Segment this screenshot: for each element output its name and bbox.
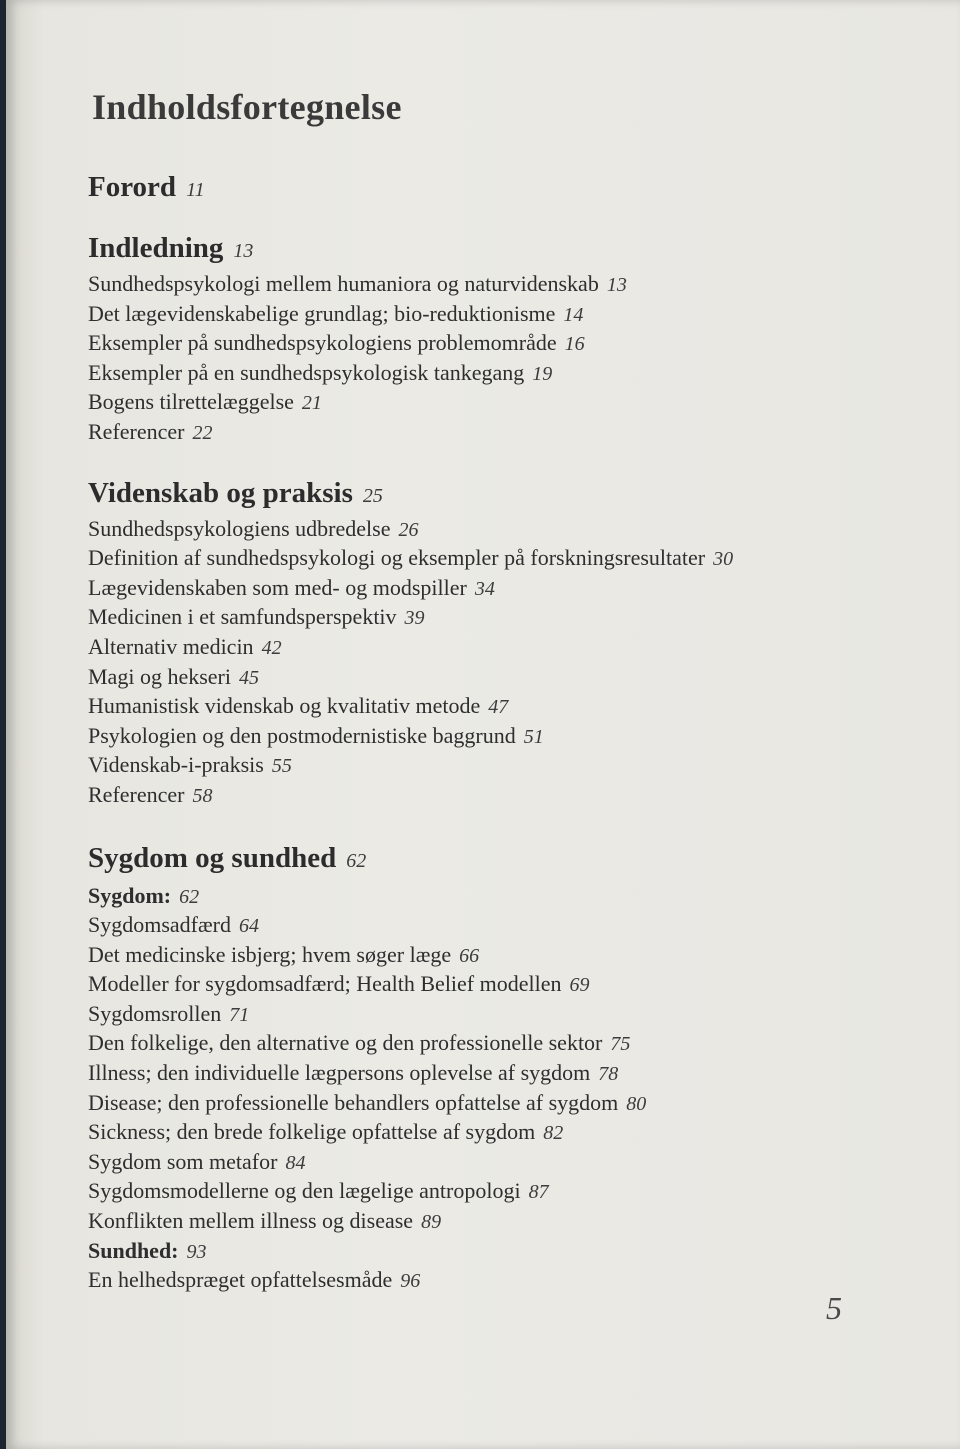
entry-page-number: 75 [610, 1033, 631, 1056]
toc-entry [88, 418, 908, 448]
toc-entry [88, 1000, 908, 1030]
section-heading [88, 229, 908, 270]
toc-entry [88, 781, 908, 811]
entry-title: En helhedspræget opfattelsesmåde [88, 1267, 393, 1293]
entry-page-number: 66 [459, 944, 480, 967]
entry-page-number: 96 [400, 1270, 421, 1293]
entry-page-number: 22 [192, 421, 213, 444]
entry-title: Disease; den professionelle behandlers opfattelse af sygdom [88, 1089, 619, 1115]
toc-entry [88, 1029, 908, 1059]
entry-title: Sygdomsrollen [88, 1000, 222, 1026]
entry-title: Videnskab-i-praksis [88, 752, 264, 778]
entry-title: Det lægevidenskabelige grundlag; bio-reduktionisme [88, 300, 556, 326]
entry-page-number: 30 [713, 548, 734, 571]
toc-entry [88, 1118, 908, 1148]
entry-title: Bogens tilrettelæggelse [88, 389, 294, 415]
entry-page-number: 82 [543, 1122, 564, 1145]
entry-title: Magi og hekseri [88, 663, 231, 689]
entry-page-number: 16 [564, 333, 585, 356]
book-page [6, 0, 960, 1449]
toc-entry [88, 911, 908, 941]
entry-title: Sickness; den brede folkelige opfattelse af sygdom [88, 1119, 536, 1145]
entry-title: Det medicinske isbjerg; hvem søger læge [88, 941, 452, 967]
toc-entry [88, 663, 908, 693]
toc-entry [88, 941, 908, 971]
entry-title: Humanistisk videnskab og kvalitativ metode [88, 693, 481, 719]
toc-entry [88, 544, 766, 574]
toc-entry [88, 388, 908, 418]
section-title: Forord [88, 171, 177, 203]
toc-entry [88, 970, 908, 1000]
entry-page-number: 87 [528, 1181, 549, 1204]
entry-page-number: 39 [404, 607, 425, 630]
entry-title: Sundhedspsykologiens udbredelse [88, 515, 391, 541]
entry-title: Konflikten mellem illness og disease [88, 1208, 414, 1234]
toc-subheading [88, 882, 908, 912]
toc-entry [88, 1207, 908, 1237]
entry-list [88, 515, 908, 811]
toc-section-forord [88, 168, 908, 209]
entry-title: Definition af sundhedspsykologi og eksempler på forskningsresultater [88, 545, 706, 571]
entry-list [88, 270, 908, 448]
entry-title: Den folkelige, den alternative og den professionelle sektor [88, 1030, 603, 1056]
section-title: Sygdom og sundhed [88, 841, 337, 874]
toc-entry [88, 722, 908, 752]
entry-page-number: 78 [598, 1063, 619, 1086]
toc-section-videnskab-og-praksis [88, 474, 908, 811]
toc-entry [88, 1089, 908, 1119]
entry-page-number: 62 [179, 885, 200, 908]
entry-title: Referencer [88, 781, 185, 807]
entry-title: Medicinen i et samfundsperspektiv [88, 604, 397, 630]
page-title: Indholdsfortegnelse [92, 87, 402, 127]
section-page-number: 13 [233, 240, 254, 262]
toc-entry [88, 515, 908, 545]
toc-entry [88, 270, 908, 300]
entry-page-number: 51 [523, 725, 544, 748]
section-heading [88, 168, 908, 209]
toc-entry [88, 574, 908, 604]
entry-title: Sygdomsmodellerne og den lægelige antropologi [88, 1178, 521, 1204]
entry-title: Psykologien og den postmodernistiske baggrund [88, 722, 516, 748]
toc-entry [88, 329, 908, 359]
toc-entry [88, 603, 908, 633]
entry-page-number: 45 [238, 666, 259, 689]
entry-title: Sygdom som metafor [88, 1148, 278, 1174]
toc-entry [88, 633, 908, 663]
entry-title: Lægevidenskaben som med- og modspiller [88, 574, 467, 600]
entry-page-number: 42 [261, 636, 282, 659]
entry-title: Sundhedspsykologi mellem humaniora og naturvidenskab [88, 271, 599, 296]
toc-entry [88, 359, 908, 389]
entry-page-number: 71 [229, 1003, 250, 1026]
entry-page-number: 58 [192, 784, 213, 807]
entry-page-number: 19 [532, 362, 553, 385]
entry-title: Eksempler på en sundhedspsykologisk tankegang [88, 359, 525, 385]
entry-title: Referencer [88, 418, 185, 444]
section-page-number: 11 [186, 179, 205, 201]
entry-title: Sundhed: [88, 1237, 179, 1263]
entry-page-number: 55 [271, 755, 292, 778]
section-title: Indledning [88, 232, 224, 264]
entry-title: Illness; den individuelle lægpersons oplevelse af sygdom [88, 1060, 591, 1086]
entry-title: Modeller for sygdomsadfærd; Health Belief modellen [88, 971, 562, 997]
entry-page-number: 34 [474, 577, 495, 600]
entry-title: Eksempler på sundhedspsykologiens problemområde [88, 330, 557, 356]
section-title: Videnskab og praksis [88, 476, 353, 509]
entry-page-number: 13 [606, 274, 627, 296]
entry-page-number: 84 [285, 1151, 306, 1174]
table-of-contents [88, 168, 908, 1296]
entry-title: Sygdom: [88, 882, 172, 908]
section-heading [88, 474, 908, 515]
entry-page-number: 89 [421, 1211, 442, 1234]
toc-entry [88, 1266, 908, 1296]
entry-page-number: 14 [563, 303, 584, 326]
entry-title: Sygdomsadfærd [88, 912, 231, 938]
entry-list [88, 882, 908, 1296]
entry-page-number: 47 [488, 696, 509, 719]
section-page-number: 62 [346, 849, 367, 872]
toc-entry [88, 1177, 908, 1207]
toc-entry [88, 300, 908, 330]
entry-page-number: 26 [398, 518, 419, 541]
entry-page-number: 80 [626, 1092, 647, 1115]
entry-page-number: 64 [239, 915, 259, 938]
toc-entry [88, 1148, 908, 1178]
toc-subheading [88, 1237, 908, 1267]
entry-title: Alternativ medicin [88, 633, 254, 659]
entry-page-number: 69 [569, 974, 590, 997]
entry-page-number: 93 [186, 1240, 207, 1263]
toc-entry [88, 692, 908, 722]
toc-entry [88, 751, 908, 781]
section-heading [88, 839, 908, 880]
toc-section-sygdom-og-sundhed [88, 839, 908, 1296]
toc-section-indledning [88, 229, 908, 448]
toc-entry [88, 1059, 908, 1089]
section-page-number: 25 [362, 484, 383, 507]
page-folio-number: 5 [826, 1290, 842, 1326]
entry-page-number: 21 [301, 392, 322, 415]
